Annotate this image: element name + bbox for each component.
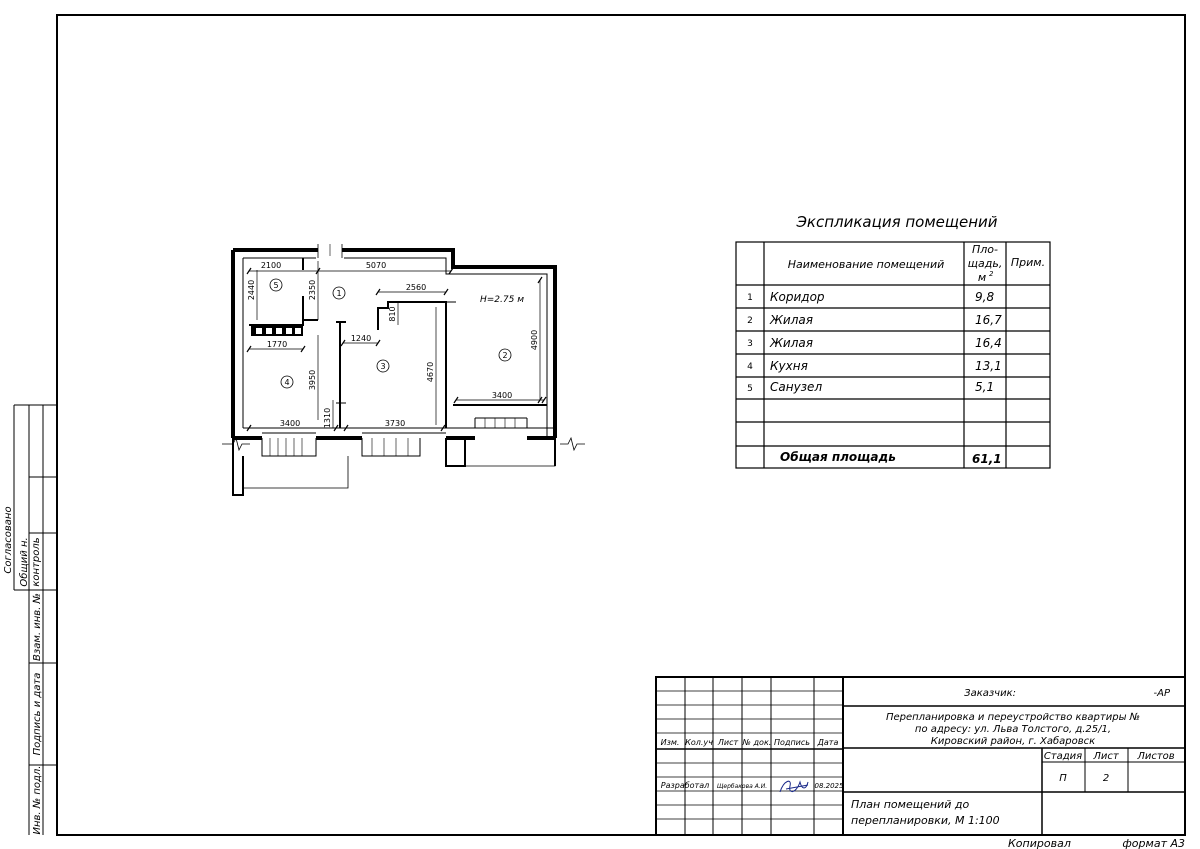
row-area: 9,8 xyxy=(975,290,995,304)
dim-label: 2350 xyxy=(308,279,317,301)
col-ndok: № док. xyxy=(742,738,772,747)
dim-label: 2100 xyxy=(260,261,282,270)
header-area-3: м xyxy=(977,271,987,284)
col-podp: Подпись xyxy=(774,738,810,747)
table-row xyxy=(747,290,994,304)
side-obshiy-2: контроль xyxy=(31,537,42,587)
sheet-value: 2 xyxy=(1102,773,1110,784)
dim-label: 810 xyxy=(388,306,397,322)
stamp-text xyxy=(661,688,1185,849)
side-vzam: Взам. инв. № xyxy=(32,593,43,661)
col-list: Лист xyxy=(717,738,739,747)
row-area: 13,1 xyxy=(975,359,1002,373)
col-izm: Изм. xyxy=(660,738,680,747)
sheets-label: Листов xyxy=(1137,751,1175,762)
dim-label: 2560 xyxy=(405,283,427,292)
table-row xyxy=(747,380,994,394)
format-label: формат А3 xyxy=(1122,837,1185,849)
dimension-labels xyxy=(247,261,539,428)
room-circles xyxy=(270,279,511,391)
side-obshiy-1: Общий н. xyxy=(19,537,30,587)
row-name: Жилая xyxy=(770,313,813,327)
hatched-block xyxy=(251,326,303,336)
row-name: Санузел xyxy=(770,380,823,394)
stage-label: Стадия xyxy=(1043,751,1083,762)
header-area-1: Пло- xyxy=(971,243,999,256)
customer-label: Заказчик: xyxy=(964,688,1016,699)
room-number: 3 xyxy=(380,362,386,371)
room-number: 5 xyxy=(273,281,279,290)
dim-label: 1770 xyxy=(266,340,288,349)
row-area: 16,4 xyxy=(975,336,1002,350)
header-area-sup: 2 xyxy=(989,270,994,278)
project-line-1: Перепланировка и переустройство квартиры № xyxy=(885,712,1141,723)
date-value: 08.2025 xyxy=(814,782,844,790)
dim-label: 4670 xyxy=(426,361,435,383)
dim-label: 3400 xyxy=(491,391,513,400)
dim-label: 2440 xyxy=(247,279,256,301)
col-data: Дата xyxy=(817,738,839,747)
dim-label: 3400 xyxy=(279,419,301,428)
side-podpis: Подпись и дата xyxy=(32,672,43,756)
row-area: 5,1 xyxy=(975,380,995,394)
row-num: 1 xyxy=(747,293,753,303)
ceiling-height: H=2.75 м xyxy=(480,295,524,305)
dim-label: 1310 xyxy=(323,407,332,429)
dim-label: 5070 xyxy=(365,261,387,270)
row-name: Коридор xyxy=(770,290,825,304)
row-num: 2 xyxy=(747,316,753,326)
role-developer: Разработал xyxy=(660,781,710,790)
signature xyxy=(780,781,808,792)
project-line-3: Кировский район, г. Хабаровск xyxy=(930,736,1096,747)
room-number: 4 xyxy=(284,378,290,387)
row-name: Кухня xyxy=(770,359,808,373)
explication-title: Экспликация помещений xyxy=(796,213,998,231)
sheet-title-2: перепланировки, М 1:100 xyxy=(851,814,1000,827)
header-name: Наименование помещений xyxy=(787,258,945,271)
total-value: 61,1 xyxy=(972,452,1002,466)
side-soglasovano: Согласовано xyxy=(3,506,14,574)
header-area-2: щадь, xyxy=(967,257,1003,270)
total-label: Общая площадь xyxy=(780,450,896,464)
side-inv: Инв. № подл. xyxy=(32,765,43,835)
dim-label: 3730 xyxy=(384,419,406,428)
row-num: 4 xyxy=(747,362,753,372)
dim-ticks xyxy=(247,268,546,431)
developer-name: Щербакова А.И. xyxy=(716,783,768,790)
sheet-title-1: План помещений до xyxy=(851,798,970,811)
room-number: 1 xyxy=(336,289,342,298)
dim-label: 4900 xyxy=(530,329,539,351)
project-line-2: по адресу: ул. Льва Толстого, д.25/1, xyxy=(914,724,1112,735)
col-kol: Кол.уч xyxy=(685,738,713,747)
header-note: Прим. xyxy=(1010,256,1046,269)
copied-label: Копировал xyxy=(1008,837,1071,849)
room-number: 2 xyxy=(502,351,508,360)
sheet-label: Лист xyxy=(1093,751,1119,762)
dim-label: 1240 xyxy=(350,334,372,343)
row-num: 5 xyxy=(747,384,753,394)
project-code: -АР xyxy=(1153,688,1170,699)
row-area: 16,7 xyxy=(975,313,1002,327)
explication-grid xyxy=(736,242,1050,468)
row-name: Жилая xyxy=(770,336,813,350)
dim-label: 3950 xyxy=(308,369,317,391)
stage-value: П xyxy=(1059,773,1067,784)
row-num: 3 xyxy=(747,339,753,349)
